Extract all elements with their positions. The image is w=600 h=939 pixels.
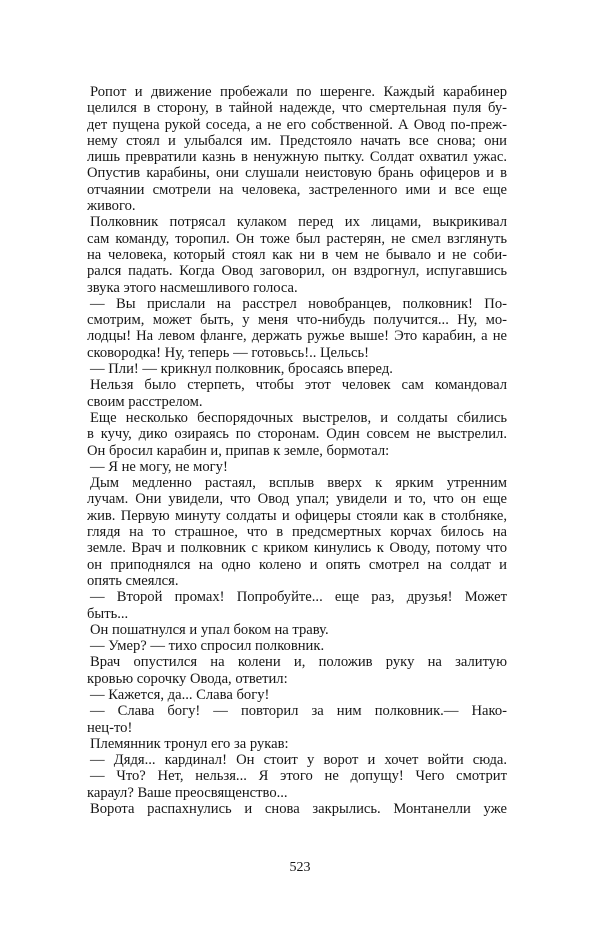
text-line: в кучу, дико озираясь по сторонам. Один совсем не выстрелил. [87,426,507,443]
text-line: жив. Первую минуту солдаты и офицеры стояли как в столбняке, [87,507,507,524]
text-line: быть... [87,605,129,622]
text-line: лишь превратили казнь в ненужную пытку. Солдат охватил ужас. [87,149,507,166]
text-line: Еще несколько беспорядочных выстрелов, и солдаты сбились [90,409,507,426]
text-line: звука этого насмешливого голоса. [87,279,298,296]
text-line: он приподнялся на одно колено и опять смотрел на солдат и [87,556,507,573]
text-line: лодцы! На левом фланге, держать ружье выше! Это карабин, а не [87,328,507,345]
text-line: отчаянии смотрели на человека, застреленного ими и все еще [87,181,507,198]
text-line: нему стоял и улыбался им. Предстояло начать все снова; они [87,132,507,149]
text-line: нец-то! [87,719,133,736]
text-line: сковородка! Ну, теперь — готовьсь!.. Цельсь! [87,344,369,361]
text-line: земле. Врач и полковник с криком кинулись к Оводу, потому что [87,540,507,557]
text-line: Врач опустился на колени и, положив руку на залитую [90,654,507,671]
text-line: лучам. Они увидели, что Овод упал; увидели и то, что он еще [87,491,507,508]
text-line: Он бросил карабин и, припав к земле, бормотал: [87,442,390,459]
book-page-text [87,84,507,817]
text-line: Он пошатнулся и упал боком на траву. [90,621,329,638]
text-line: Опустив карабины, они слушали неистовую брань офицеров и в [87,165,507,182]
text-line: своим расстрелом. [87,393,203,410]
text-line: глядя на то страшное, что в предсмертных корчах билось на [87,524,507,541]
text-line: смотрим, может быть, у меня что-нибудь получится... Ну, мо- [87,312,507,329]
text-line: Племянник тронул его за рукав: [90,735,289,752]
text-line: Нельзя было стерпеть, чтобы этот человек сам командовал [90,377,507,394]
text-line: кровью сорочку Овода, ответил: [87,670,288,687]
text-line: — Вы прислали на расстрел новобранцев, полковник! По- [90,295,507,312]
text-line: опять смеялся. [87,572,179,589]
text-line: дет пущена рукой соседа, а не его собственной. А Овод по-преж- [87,116,507,133]
text-line: — Кажется, да... Слава богу! [90,686,270,703]
text-line: — Дядя... кардинал! Он стоит у ворот и хочет войти сюда. [90,752,507,769]
page-number: 523 [289,860,311,875]
text-line: — Слава богу! — повторил за ним полковник.— Нако- [90,703,507,720]
text-line: караул? Ваше преосвященство... [87,784,288,801]
text-line: — Второй промах! Попробуйте... еще раз, друзья! Может [90,589,507,606]
text-line: — Что? Нет, нельзя... Я этого не допущу! Чего смотрит [90,768,507,785]
text-line: — Пли! — крикнул полковник, бросаясь вперед. [90,361,393,378]
text-line: живого. [87,198,136,215]
text-line: — Умер? — тихо спросил полковник. [90,638,325,655]
text-line: Ворота распахнулись и снова закрылись. Монтанелли уже [90,801,507,818]
text-line: рался падать. Когда Овод заговорил, он вздрогнул, испугавшись [87,263,507,280]
text-line: — Я не могу, не могу! [90,458,228,475]
text-line: Дым медленно растаял, всплыв вверх к ярким утренним [90,475,507,492]
text-line: целился в сторону, в тайной надежде, что смертельная пуля бу- [87,100,507,117]
text-line: Полковник потрясал кулаком перед их лицами, выкрикивал [90,214,507,231]
text-line: Ропот и движение пробежали по шеренге. Каждый карабинер [90,84,507,100]
text-line: на человека, который стоял как ни в чем не бывало и не соби- [87,246,507,263]
text-line: сам команду, торопил. Он тоже был растерян, не смел взглянуть [87,230,507,247]
